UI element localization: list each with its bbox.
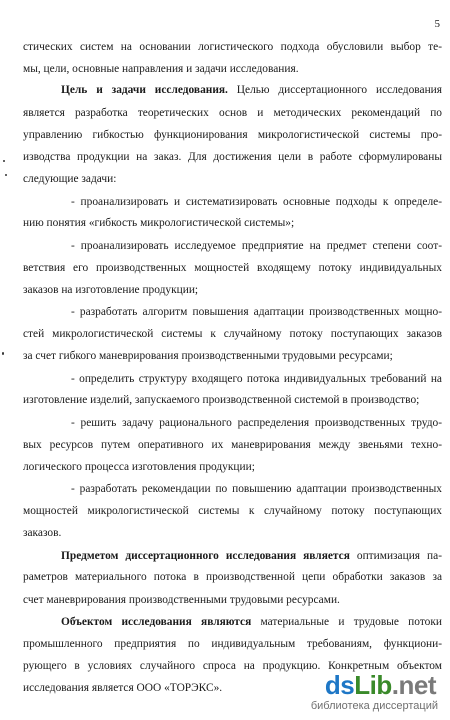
line-text: ветствия его производственных мощностей входящему потоку индивидуальных xyxy=(23,262,442,274)
line-text: управлению гибкостью функционирования микрологистической системы про- xyxy=(23,129,442,141)
text-line xyxy=(23,393,442,407)
scan-speck xyxy=(5,174,7,176)
text-line xyxy=(23,637,442,651)
text-line xyxy=(23,261,442,275)
text-line xyxy=(23,327,442,341)
text-line xyxy=(71,195,442,209)
text-line xyxy=(23,570,442,584)
scan-speck xyxy=(3,160,5,162)
text-line xyxy=(23,40,442,54)
text-line xyxy=(71,372,442,386)
line-text: нию понятия «гибкость микрологистической системы»; xyxy=(23,217,295,229)
line-text: - проанализировать и систематизировать основные подходы к определе- xyxy=(71,196,442,208)
line-text: логического процесса изготовления продукции; xyxy=(23,461,255,473)
text-line xyxy=(23,216,442,230)
bold-lead: Объектом исследования являются xyxy=(61,616,252,628)
text-line xyxy=(23,593,442,607)
text-line xyxy=(23,504,442,518)
text-line xyxy=(71,239,442,253)
line-text: мощностей микрологистической системы к случайному потоку поступающих xyxy=(23,505,442,517)
line-text: стических систем на основании логистического подхода обусловили выбор те- xyxy=(23,41,442,53)
line-text: Целью диссертационного исследования xyxy=(227,84,442,96)
line-text: - разработать алгоритм повышения адаптации производственных мощно- xyxy=(71,306,442,318)
watermark xyxy=(292,670,442,716)
line-text: - решить задачу рационального распределения производственных трудо- xyxy=(71,417,442,429)
line-text: материальные и трудовые потоки xyxy=(251,616,442,628)
text-line xyxy=(23,349,442,363)
text-line xyxy=(23,526,442,540)
line-text: - проанализировать исследуемое предприятие на предмет степени соот- xyxy=(71,240,442,252)
line-text: стей микрологистической системы к случайному потоку поступающих заказов xyxy=(23,328,442,340)
line-text: мы, цели, основные направления и задачи исследования. xyxy=(23,63,299,75)
text-line xyxy=(23,438,442,452)
text-line xyxy=(23,62,442,76)
bold-lead: Предметом диссертационного исследования является xyxy=(61,550,350,562)
text-line xyxy=(61,549,442,563)
line-text: рующего в условиях случайного спроса на продукцию. Конкретным объектом xyxy=(23,660,442,672)
text-line xyxy=(71,482,442,496)
line-text: изводства продукции на заказ. Для достижения цели в работе сформулированы xyxy=(23,151,442,163)
line-text: раметров материального потока в производственной цепи обработки заказов за xyxy=(23,571,442,583)
text-line xyxy=(71,416,442,430)
line-text: промышленного предприятия по индивидуальным требованиям, функциони- xyxy=(23,638,442,650)
line-text: является разработка теоретических основ и методических рекомендаций по xyxy=(23,107,442,119)
line-text: за счет гибкого маневрирования производственными трудовыми ресурсами; xyxy=(23,350,393,362)
scan-speck xyxy=(2,352,4,355)
line-text: - разработать рекомендации по повышению адаптации производственных xyxy=(71,483,442,495)
text-line xyxy=(23,150,442,164)
line-text: оптимизация па- xyxy=(349,550,442,562)
line-text: вых ресурсов путем оперативного их маневрирования между звеньями техно- xyxy=(23,439,442,451)
line-text: счет маневрирования производственными трудовыми ресурсами. xyxy=(23,594,340,606)
line-text: следующие задачи: xyxy=(23,173,117,185)
line-text: заказов на изготовление продукции; xyxy=(23,284,199,296)
page-number: 5 xyxy=(434,18,440,30)
watermark-subtitle: библиотека диссертаций xyxy=(310,700,438,712)
line-text: - определить структуру входящего потока индивидуальных требований на xyxy=(71,373,442,385)
text-line xyxy=(23,460,442,474)
text-line xyxy=(23,106,442,120)
text-line xyxy=(61,615,442,629)
text-line xyxy=(23,128,442,142)
watermark-logo: dsLib.net xyxy=(324,670,436,700)
text-line xyxy=(61,83,442,97)
line-text: исследования является ООО «ТОРЭКС». xyxy=(23,682,223,694)
line-text: заказов. xyxy=(23,527,62,539)
text-line xyxy=(23,172,442,186)
line-text: изготовление изделий, запускаемого производственной системой в производство; xyxy=(23,394,420,406)
bold-lead: Цель и задачи исследования. xyxy=(61,84,228,96)
text-line xyxy=(23,283,442,297)
text-line xyxy=(71,305,442,319)
